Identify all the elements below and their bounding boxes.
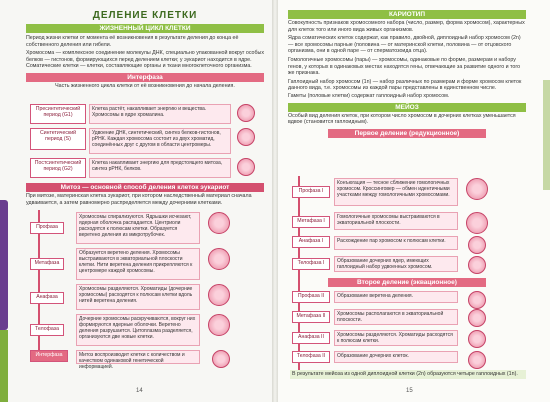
page-title: ДЕЛЕНИЕ КЛЕТКИ — [92, 10, 198, 21]
cell-icon — [468, 351, 486, 369]
interphase-desc: Часть жизненного цикла клетки от её возникновения до начала деления. — [55, 82, 235, 89]
mitosis-desc: При митозе, материнская клетка эукариот, при котором наследственный материал сначала удваивается, а затем равномерно распределяется между дочерними клетками. — [26, 193, 252, 206]
meiosis-row-p1 — [292, 178, 488, 206]
meiosis-row-t2 — [292, 351, 486, 369]
interphase-desc-s: Удвоение ДНК, синтетический, синтез белков-гистонов, рРНК. Каждая хромосома состоит из двух хроматид, соединённых друг с другом в области центромеры. — [89, 128, 231, 154]
phase-label-metaphase: Метафаза — [30, 258, 64, 270]
meiosis-label-m2: Метафаза II — [292, 311, 330, 323]
phase-row-metaphase — [30, 248, 230, 280]
diploid-desc: Ядра соматических клеток содержат, как правило, двойной, диплоидный набор хромосом (2n) — все хромосомы парные (половина — от материнской клетки, половина — от отцовского организма, они в одной паре — от сперматозоида отца). — [288, 35, 521, 55]
left-content — [26, 10, 264, 91]
cell-icon — [208, 212, 230, 234]
meiosis-desc-p1: Конъюгация — тесное сближение гомологичных хромосом. Кроссинговер — обмен идентичными участками между гомологичными хромосомами. — [334, 178, 458, 206]
section-band-mitosis: Митоз — основной способ деления клеток эукариот — [26, 183, 264, 192]
interphase-label-s: Синтетический период (S) — [30, 128, 86, 150]
phase-desc-telophase: Дочерние хромосомы раскручиваются, вокруг них формируются ядерные оболочки. Веретено деления разрушается. Цитоплазма разделяется, организуются две новые клетки. — [76, 314, 200, 346]
haploid-desc: Гаплоидный набор хромосом (1n) — набор различных по размерам и форме хромосом клеток данного вида, т.е. хромосомы из каждой пары представлены в единственном числе. — [288, 78, 522, 92]
cell-icon — [468, 309, 486, 327]
meiosis-row-a2 — [292, 330, 486, 348]
gametes-desc: Гаметы (половые клетки) содержат гаплоидный набор хромосом. — [288, 92, 450, 99]
band-second-division: Второе деление (эквационное) — [328, 278, 486, 287]
green-edge-tab — [0, 330, 8, 402]
meiosis-label-p1: Профаза I — [292, 186, 330, 198]
meiosis-desc-p2: Образование веретена деления. — [334, 291, 458, 303]
cell-icon — [468, 330, 486, 348]
interphase-row-s — [30, 128, 255, 154]
purple-edge-tab — [0, 200, 8, 330]
meiosis-label-m1: Метафаза I — [292, 216, 330, 228]
right-content — [288, 10, 526, 138]
meiosis-desc-m2: Хромосомы располагаются в экваториальной плоскости. — [334, 309, 458, 325]
cell-icon — [208, 314, 230, 336]
meiosis-desc-m1: Гомологичные хромосомы выстраиваются в экваториальной плоскости. — [334, 212, 458, 230]
meiosis-row-a1 — [292, 236, 486, 254]
right-edge-tab — [543, 80, 550, 190]
cell-icon — [466, 212, 488, 234]
phase-row-prophase — [30, 212, 230, 244]
meiosis-label-p2: Профаза II — [292, 291, 330, 303]
section-band-meiosis: МЕЙОЗ — [288, 103, 526, 112]
homologous-desc: Гомологичные хромосомы (пары) — хромосомы, одинаковые по форме, размерам и набору генов, у которых в одинаковых местах находятся гены, отвечающие за развитие одного и того же признака. — [288, 56, 521, 77]
phase-row-telophase — [30, 314, 230, 346]
phase-desc-metaphase: Образуется веретено деления. Хромосомы выстраиваются в экваториальной плоскости клетки. Нити веретена деления прикрепляются к центромере каждой хромосомы. — [76, 248, 200, 280]
section-band-karyotype: КАРИОТИП — [288, 10, 526, 19]
section-band-interphase: Интерфаза — [26, 73, 264, 82]
phase-label-prophase: Профаза — [30, 222, 64, 234]
phase-desc-prophase: Хромосомы спирализуются. Ядрышки исчезают, ядерная оболочка распадается. Центриоли расходятся к полюсам клетки. Образуется веретено деления из микротрубочек. — [76, 212, 200, 244]
meiosis-result: В результате мейоза из одной диплоидной клетки (2n) образуются четыре гаплоидных (1n). — [290, 370, 526, 379]
book-spine — [272, 0, 278, 402]
cell-icon — [208, 284, 230, 306]
interphase-desc-g1: Клетка растёт, накапливает энергию и вещества. Хромосомы в ядре хромалина. — [89, 104, 231, 124]
meiosis-desc-a1: Расхождение пар хромосом к полюсам клетки. — [334, 236, 458, 250]
meiosis-label-t1: Телофаза I — [292, 258, 330, 270]
meiosis-row-m1 — [292, 212, 488, 234]
page-number-left: 14 — [136, 388, 143, 394]
phase-row-final — [30, 350, 230, 368]
interphase-label-g1: Пресинтетический период (G1) — [30, 104, 86, 124]
meiosis-desc: Особый вид деления клеток, при котором число хромосом в дочерних клетках уменьшается вдвое (становится гаплоидным). — [288, 112, 516, 126]
cell-icon — [237, 128, 255, 146]
phase-label-anaphase: Анафаза — [30, 292, 64, 304]
cell-icon — [212, 350, 230, 368]
meiosis-label-a2: Анафаза II — [292, 332, 330, 344]
phase-desc-anaphase: Хромосомы разделяются. Хроматиды (дочерние хромосомы) расходятся к полюсам клетки вдоль нитей веретена деления. — [76, 284, 200, 310]
final-interphase-label: Интерфаза — [30, 350, 68, 362]
cell-icon — [468, 256, 486, 274]
meiosis-row-p2 — [292, 291, 486, 309]
band-first-division: Первое деление (редукционное) — [328, 129, 486, 138]
meiosis-row-t1 — [292, 256, 486, 274]
meiosis-label-a1: Анафаза I — [292, 236, 330, 248]
interphase-label-g2: Постсинтетический период (G2) — [30, 158, 86, 178]
mitosis-header — [26, 183, 264, 206]
meiosis-desc-t2: Образование дочерних клеток. — [334, 351, 458, 363]
cycle-intro: Период жизни клетки от момента её возникновения в результате деления до конца её собственного деления или гибели. — [26, 35, 239, 48]
cell-icon — [237, 104, 255, 122]
meiosis-desc-a2: Хромосомы разделяются. Хроматиды расходятся к полюсам клетки. — [334, 330, 458, 346]
meiosis-row-m2 — [292, 309, 486, 327]
karyotype-desc: Совокупность признаков хромосомного набора (число, размер, форма хромосом), характерных для клеток того или иного вида живых организмов. — [288, 20, 525, 33]
final-desc: Митоз воспроизводит клетки с количеством и качеством одинаковой генетической информацией. — [76, 350, 200, 364]
cell-icon — [468, 236, 486, 254]
interphase-row-g2 — [30, 158, 255, 178]
page-number-right: 15 — [406, 388, 413, 394]
interphase-desc-g2: Клетка накапливает энергию для предстоящего митоза, синтез рРНК, белков. — [89, 158, 231, 178]
phase-label-telophase: Телофаза — [30, 324, 64, 336]
cell-icon — [468, 291, 486, 309]
cell-icon — [237, 158, 255, 176]
phase-row-anaphase — [30, 284, 230, 310]
interphase-row-g1 — [30, 104, 255, 124]
meiosis-label-t2: Телофаза II — [292, 351, 330, 363]
cell-icon — [208, 248, 230, 270]
meiosis-desc-t1: Образование дочерних ядер, имеющих гаплоидный набор удвоенных хромосом. — [334, 256, 458, 272]
section-band-cycle: ЖИЗНЕННЫЙ ЦИКЛ КЛЕТКИ — [26, 24, 264, 33]
cell-icon — [466, 178, 488, 200]
chromosome-definition: Хромосома — комплексное соединение молекулы ДНК, специально упакованной вокруг особых белков — гистонов, формирующихся перед делением клетки; у эукариот находится в ядре. Соматические клетки — клетки, составляющие органы и ткани многоклеточного организма. — [26, 50, 264, 70]
